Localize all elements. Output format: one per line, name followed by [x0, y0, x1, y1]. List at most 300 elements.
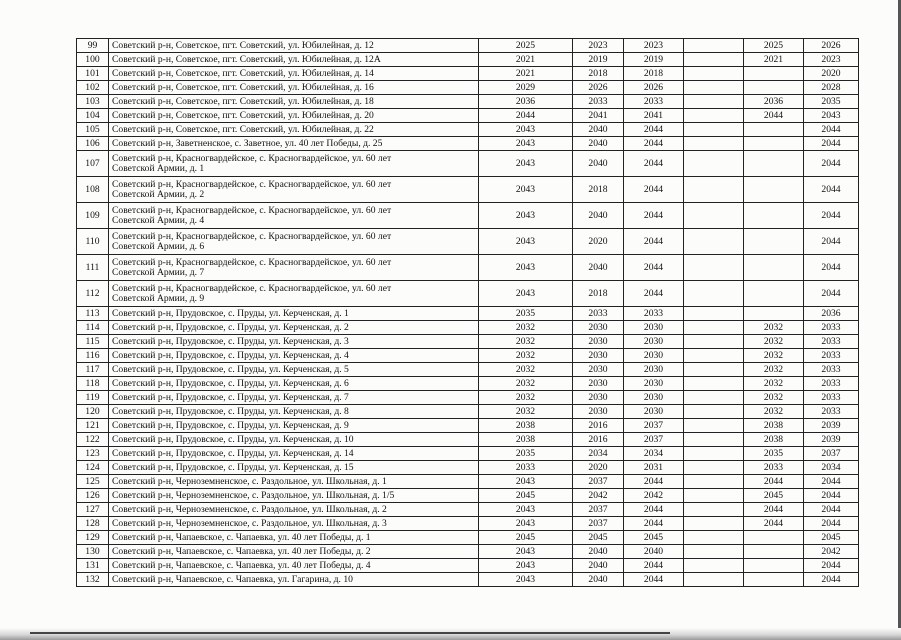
year-cell-2: 2030: [573, 363, 624, 377]
year-cell-3: 2044: [624, 475, 684, 489]
year-cell-6: 2033: [804, 349, 859, 363]
year-cell-6: 2044: [804, 123, 859, 137]
year-cell-2: 2040: [573, 203, 624, 229]
year-cell-5: 2038: [744, 433, 804, 447]
row-number: 114: [77, 321, 109, 335]
row-number: 126: [77, 489, 109, 503]
year-cell-2: 2018: [573, 177, 624, 203]
address-cell: [109, 307, 479, 321]
year-cell-2: 2030: [573, 349, 624, 363]
housing-schedule-table: [76, 38, 859, 587]
year-cell-1: 2032: [479, 321, 573, 335]
year-cell-3: 2044: [624, 151, 684, 177]
year-cell-1: 2032: [479, 349, 573, 363]
table-row: [77, 177, 859, 203]
year-cell-5: 2044: [744, 109, 804, 123]
address-line: Советский р-н, Прудовское, с. Пруды, ул. Керченская, д. 1: [112, 307, 349, 319]
address-line-2: Советской Армии, д. 9: [112, 292, 205, 304]
address-cell: [109, 203, 479, 229]
year-cell-2: 2045: [573, 531, 624, 545]
year-cell-4: [684, 335, 744, 349]
year-cell-5: [744, 151, 804, 177]
address-line: Советский р-н, Чапаевское, с. Чапаевка, ул. 40 лет Победы, д. 4: [112, 559, 371, 571]
address-cell: [109, 349, 479, 363]
year-cell-3: 2044: [624, 503, 684, 517]
year-cell-1: 2029: [479, 81, 573, 95]
year-cell-3: 2030: [624, 405, 684, 419]
year-cell-5: 2033: [744, 461, 804, 475]
row-number: 100: [77, 53, 109, 67]
row-number: 121: [77, 419, 109, 433]
year-cell-4: [684, 391, 744, 405]
table-row: [77, 229, 859, 255]
year-cell-3: 2030: [624, 363, 684, 377]
year-cell-5: [744, 307, 804, 321]
year-cell-1: 2036: [479, 95, 573, 109]
address-line: Советский р-н, Черноземненское, с. Раздольное, ул. Школьная, д. 3: [112, 517, 387, 529]
year-cell-5: [744, 531, 804, 545]
year-cell-3: 2030: [624, 349, 684, 363]
row-number: 105: [77, 123, 109, 137]
row-number: 112: [77, 281, 109, 307]
year-cell-4: [684, 405, 744, 419]
year-cell-2: 2018: [573, 67, 624, 81]
address-cell: [109, 53, 479, 67]
year-cell-1: 2033: [479, 461, 573, 475]
address-cell: [109, 405, 479, 419]
year-cell-4: [684, 545, 744, 559]
address-line: Советский р-н, Советское, пгт. Советский, ул. Юбилейная, д. 14: [112, 67, 374, 79]
year-cell-5: 2035: [744, 447, 804, 461]
year-cell-3: 2045: [624, 531, 684, 545]
year-cell-5: [744, 281, 804, 307]
year-cell-5: [744, 559, 804, 573]
year-cell-3: 2044: [624, 123, 684, 137]
year-cell-2: 2040: [573, 545, 624, 559]
year-cell-6: 2042: [804, 545, 859, 559]
year-cell-3: 2031: [624, 461, 684, 475]
year-cell-5: [744, 137, 804, 151]
address-cell: [109, 363, 479, 377]
address-cell: [109, 229, 479, 255]
year-cell-3: 2044: [624, 559, 684, 573]
row-number: 113: [77, 307, 109, 321]
address-cell: [109, 95, 479, 109]
table-row: [77, 53, 859, 67]
year-cell-1: 2043: [479, 475, 573, 489]
year-cell-6: 2044: [804, 137, 859, 151]
year-cell-5: [744, 573, 804, 587]
table-row: [77, 503, 859, 517]
year-cell-1: 2043: [479, 517, 573, 531]
year-cell-2: 2033: [573, 95, 624, 109]
year-cell-4: [684, 377, 744, 391]
year-cell-3: 2044: [624, 203, 684, 229]
year-cell-3: 2044: [624, 517, 684, 531]
table-row: [77, 377, 859, 391]
year-cell-2: 2016: [573, 419, 624, 433]
year-cell-2: 2040: [573, 123, 624, 137]
year-cell-6: 2044: [804, 177, 859, 203]
address-line-2: Советской Армии, д. 4: [112, 214, 205, 226]
year-cell-3: 2044: [624, 573, 684, 587]
address-cell: [109, 321, 479, 335]
address-cell: [109, 109, 479, 123]
year-cell-6: 2045: [804, 531, 859, 545]
year-cell-1: 2043: [479, 255, 573, 281]
table-row: [77, 531, 859, 545]
year-cell-2: 2033: [573, 307, 624, 321]
year-cell-6: 2037: [804, 447, 859, 461]
year-cell-5: [744, 229, 804, 255]
year-cell-2: 2030: [573, 405, 624, 419]
year-cell-6: 2039: [804, 419, 859, 433]
year-cell-6: 2033: [804, 377, 859, 391]
table-row: [77, 39, 859, 53]
address-cell: [109, 461, 479, 475]
table-row: [77, 81, 859, 95]
year-cell-4: [684, 229, 744, 255]
row-number: 130: [77, 545, 109, 559]
address-cell: [109, 39, 479, 53]
table-row: [77, 137, 859, 151]
address-cell: [109, 573, 479, 587]
year-cell-6: 2044: [804, 489, 859, 503]
table-row: [77, 573, 859, 587]
address-line: Советский р-н, Черноземненское, с. Раздольное, ул. Школьная, д. 2: [112, 503, 387, 515]
table-row: [77, 151, 859, 177]
table-row: [77, 321, 859, 335]
address-line: Советский р-н, Красногвардейское, с. Красногвардейское, ул. 60 лет: [112, 152, 392, 164]
address-cell: [109, 335, 479, 349]
year-cell-4: [684, 177, 744, 203]
address-line: Советский р-н, Прудовское, с. Пруды, ул. Керченская, д. 3: [112, 335, 349, 347]
address-line: Советский р-н, Красногвардейское, с. Красногвардейское, ул. 60 лет: [112, 230, 392, 242]
address-line: Советский р-н, Красногвардейское, с. Красногвардейское, ул. 60 лет: [112, 178, 392, 190]
year-cell-5: [744, 545, 804, 559]
year-cell-6: 2044: [804, 517, 859, 531]
address-line: Советский р-н, Советское, пгт. Советский, ул. Юбилейная, д. 22: [112, 123, 374, 135]
table-row: [77, 307, 859, 321]
address-cell: [109, 503, 479, 517]
address-cell: [109, 489, 479, 503]
year-cell-4: [684, 307, 744, 321]
year-cell-1: 2035: [479, 447, 573, 461]
row-number: 99: [77, 39, 109, 53]
address-cell: [109, 545, 479, 559]
table-row: [77, 461, 859, 475]
address-line-2: Советской Армии, д. 6: [112, 240, 205, 252]
row-number: 123: [77, 447, 109, 461]
year-cell-2: 2037: [573, 503, 624, 517]
year-cell-1: 2043: [479, 281, 573, 307]
year-cell-6: 2033: [804, 391, 859, 405]
address-line: Советский р-н, Прудовское, с. Пруды, ул. Керченская, д. 14: [112, 447, 354, 459]
year-cell-6: 2044: [804, 503, 859, 517]
year-cell-3: 2026: [624, 81, 684, 95]
address-line: Советский р-н, Прудовское, с. Пруды, ул. Керченская, д. 2: [112, 321, 349, 333]
year-cell-1: 2021: [479, 53, 573, 67]
year-cell-1: 2032: [479, 391, 573, 405]
year-cell-1: 2043: [479, 503, 573, 517]
year-cell-1: 2032: [479, 335, 573, 349]
row-number: 120: [77, 405, 109, 419]
address-cell: [109, 137, 479, 151]
year-cell-1: 2032: [479, 405, 573, 419]
year-cell-4: [684, 137, 744, 151]
table-row: [77, 545, 859, 559]
year-cell-2: 2041: [573, 109, 624, 123]
year-cell-3: 2044: [624, 229, 684, 255]
address-cell: [109, 123, 479, 137]
address-line: Советский р-н, Советское, пгт. Советский, ул. Юбилейная, д. 16: [112, 81, 374, 93]
year-cell-2: 2034: [573, 447, 624, 461]
year-cell-6: 2044: [804, 281, 859, 307]
year-cell-3: 2033: [624, 95, 684, 109]
table-row: [77, 109, 859, 123]
year-cell-5: [744, 67, 804, 81]
year-cell-4: [684, 281, 744, 307]
year-cell-6: 2044: [804, 151, 859, 177]
address-cell: [109, 151, 479, 177]
year-cell-5: [744, 123, 804, 137]
address-line: Советский р-н, Чапаевское, с. Чапаевка, ул. Гагарина, д. 10: [112, 573, 353, 585]
year-cell-6: 2044: [804, 475, 859, 489]
year-cell-2: 2026: [573, 81, 624, 95]
year-cell-6: 2044: [804, 559, 859, 573]
address-line: Советский р-н, Прудовское, с. Пруды, ул. Керченская, д. 15: [112, 461, 354, 473]
year-cell-4: [684, 531, 744, 545]
row-number: 129: [77, 531, 109, 545]
address-cell: [109, 377, 479, 391]
year-cell-5: [744, 255, 804, 281]
year-cell-3: 2037: [624, 419, 684, 433]
address-cell: [109, 531, 479, 545]
address-line-2: Советской Армии, д. 2: [112, 188, 205, 200]
row-number: 110: [77, 229, 109, 255]
year-cell-5: [744, 81, 804, 95]
row-number: 116: [77, 349, 109, 363]
year-cell-6: 2036: [804, 307, 859, 321]
row-number: 118: [77, 377, 109, 391]
year-cell-5: 2032: [744, 363, 804, 377]
table-row: [77, 405, 859, 419]
row-number: 131: [77, 559, 109, 573]
year-cell-6: 2033: [804, 321, 859, 335]
address-line: Советский р-н, Чапаевское, с. Чапаевка, ул. 40 лет Победы, д. 1: [112, 531, 371, 543]
address-cell: [109, 67, 479, 81]
address-cell: [109, 391, 479, 405]
year-cell-3: 2019: [624, 53, 684, 67]
address-line-2: Советской Армии, д. 1: [112, 162, 205, 174]
year-cell-3: 2041: [624, 109, 684, 123]
year-cell-5: 2045: [744, 489, 804, 503]
table-row: [77, 255, 859, 281]
year-cell-4: [684, 255, 744, 281]
row-number: 106: [77, 137, 109, 151]
address-line: Советский р-н, Заветненское, с. Заветное, ул. 40 лет Победы, д. 25: [112, 137, 383, 149]
row-number: 104: [77, 109, 109, 123]
row-number: 125: [77, 475, 109, 489]
year-cell-1: 2032: [479, 377, 573, 391]
row-number: 132: [77, 573, 109, 587]
year-cell-5: 2032: [744, 335, 804, 349]
table-row: [77, 123, 859, 137]
table-row: [77, 517, 859, 531]
table-row: [77, 559, 859, 573]
address-line: Советский р-н, Чапаевское, с. Чапаевка, ул. 40 лет Победы, д. 2: [112, 545, 371, 557]
row-number: 103: [77, 95, 109, 109]
row-number: 107: [77, 151, 109, 177]
year-cell-4: [684, 559, 744, 573]
address-line: Советский р-н, Красногвардейское, с. Красногвардейское, ул. 60 лет: [112, 256, 392, 268]
address-line: Советский р-н, Прудовское, с. Пруды, ул. Керченская, д. 8: [112, 405, 349, 417]
row-number: 102: [77, 81, 109, 95]
year-cell-5: 2025: [744, 39, 804, 53]
address-cell: [109, 81, 479, 95]
year-cell-1: 2043: [479, 573, 573, 587]
year-cell-2: 2030: [573, 335, 624, 349]
year-cell-4: [684, 151, 744, 177]
year-cell-3: 2030: [624, 321, 684, 335]
table-row: [77, 475, 859, 489]
table-row: [77, 95, 859, 109]
table-row: [77, 489, 859, 503]
table-row: [77, 67, 859, 81]
year-cell-6: 2033: [804, 363, 859, 377]
year-cell-1: 2035: [479, 307, 573, 321]
year-cell-6: 2044: [804, 255, 859, 281]
year-cell-2: 2037: [573, 517, 624, 531]
year-cell-1: 2044: [479, 109, 573, 123]
table-row: [77, 335, 859, 349]
year-cell-5: [744, 203, 804, 229]
year-cell-6: 2039: [804, 433, 859, 447]
year-cell-3: 2042: [624, 489, 684, 503]
year-cell-2: 2019: [573, 53, 624, 67]
year-cell-4: [684, 53, 744, 67]
year-cell-5: 2044: [744, 503, 804, 517]
address-cell: [109, 447, 479, 461]
year-cell-5: 2032: [744, 377, 804, 391]
row-number: 124: [77, 461, 109, 475]
year-cell-3: 2034: [624, 447, 684, 461]
row-number: 101: [77, 67, 109, 81]
year-cell-6: 2020: [804, 67, 859, 81]
year-cell-4: [684, 503, 744, 517]
row-number: 119: [77, 391, 109, 405]
year-cell-6: 2028: [804, 81, 859, 95]
year-cell-1: 2021: [479, 67, 573, 81]
row-number: 108: [77, 177, 109, 203]
year-cell-4: [684, 363, 744, 377]
table-body: [77, 39, 859, 587]
year-cell-5: [744, 177, 804, 203]
year-cell-1: 2038: [479, 433, 573, 447]
table-row: [77, 391, 859, 405]
year-cell-1: 2032: [479, 363, 573, 377]
address-line: Советский р-н, Черноземненское, с. Раздольное, ул. Школьная, д. 1/5: [112, 489, 395, 501]
year-cell-2: 2020: [573, 229, 624, 255]
address-line: Советский р-н, Советское, пгт. Советский, ул. Юбилейная, д. 18: [112, 95, 374, 107]
year-cell-4: [684, 349, 744, 363]
year-cell-1: 2045: [479, 531, 573, 545]
address-line: Советский р-н, Прудовское, с. Пруды, ул. Керченская, д. 4: [112, 349, 349, 361]
address-line-2: Советской Армии, д. 7: [112, 266, 205, 278]
year-cell-5: 2032: [744, 349, 804, 363]
row-number: 122: [77, 433, 109, 447]
table-row: [77, 349, 859, 363]
year-cell-2: 2040: [573, 137, 624, 151]
year-cell-1: 2038: [479, 419, 573, 433]
row-number: 127: [77, 503, 109, 517]
year-cell-4: [684, 419, 744, 433]
year-cell-3: 2030: [624, 335, 684, 349]
year-cell-2: 2040: [573, 255, 624, 281]
year-cell-1: 2045: [479, 489, 573, 503]
year-cell-4: [684, 447, 744, 461]
year-cell-3: 2023: [624, 39, 684, 53]
address-cell: [109, 433, 479, 447]
year-cell-1: 2043: [479, 137, 573, 151]
year-cell-1: 2025: [479, 39, 573, 53]
address-line: Советский р-н, Красногвардейское, с. Красногвардейское, ул. 60 лет: [112, 204, 392, 216]
year-cell-4: [684, 321, 744, 335]
year-cell-2: 2023: [573, 39, 624, 53]
year-cell-6: 2034: [804, 461, 859, 475]
year-cell-1: 2043: [479, 229, 573, 255]
scan-bottom-edge: [0, 628, 901, 640]
address-line: Советский р-н, Прудовское, с. Пруды, ул. Керченская, д. 7: [112, 391, 349, 403]
year-cell-6: 2033: [804, 405, 859, 419]
year-cell-2: 2040: [573, 559, 624, 573]
year-cell-3: 2044: [624, 255, 684, 281]
year-cell-5: 2036: [744, 95, 804, 109]
year-cell-4: [684, 95, 744, 109]
year-cell-3: 2030: [624, 377, 684, 391]
year-cell-6: 2043: [804, 109, 859, 123]
year-cell-4: [684, 573, 744, 587]
year-cell-6: 2044: [804, 573, 859, 587]
table-row: [77, 433, 859, 447]
address-line: Советский р-н, Черноземненское, с. Раздольное, ул. Школьная, д. 1: [112, 475, 387, 487]
year-cell-4: [684, 39, 744, 53]
year-cell-4: [684, 517, 744, 531]
year-cell-3: 2040: [624, 545, 684, 559]
row-number: 115: [77, 335, 109, 349]
year-cell-6: 2035: [804, 95, 859, 109]
year-cell-2: 2030: [573, 391, 624, 405]
year-cell-3: 2037: [624, 433, 684, 447]
row-number: 117: [77, 363, 109, 377]
year-cell-4: [684, 81, 744, 95]
year-cell-2: 2016: [573, 433, 624, 447]
row-number: 109: [77, 203, 109, 229]
year-cell-5: 2021: [744, 53, 804, 67]
year-cell-5: 2038: [744, 419, 804, 433]
table-row: [77, 447, 859, 461]
year-cell-6: 2044: [804, 203, 859, 229]
year-cell-5: 2032: [744, 405, 804, 419]
year-cell-5: 2044: [744, 517, 804, 531]
year-cell-4: [684, 123, 744, 137]
year-cell-3: 2018: [624, 67, 684, 81]
year-cell-4: [684, 203, 744, 229]
year-cell-6: 2023: [804, 53, 859, 67]
year-cell-3: 2044: [624, 177, 684, 203]
year-cell-1: 2043: [479, 559, 573, 573]
address-cell: [109, 517, 479, 531]
